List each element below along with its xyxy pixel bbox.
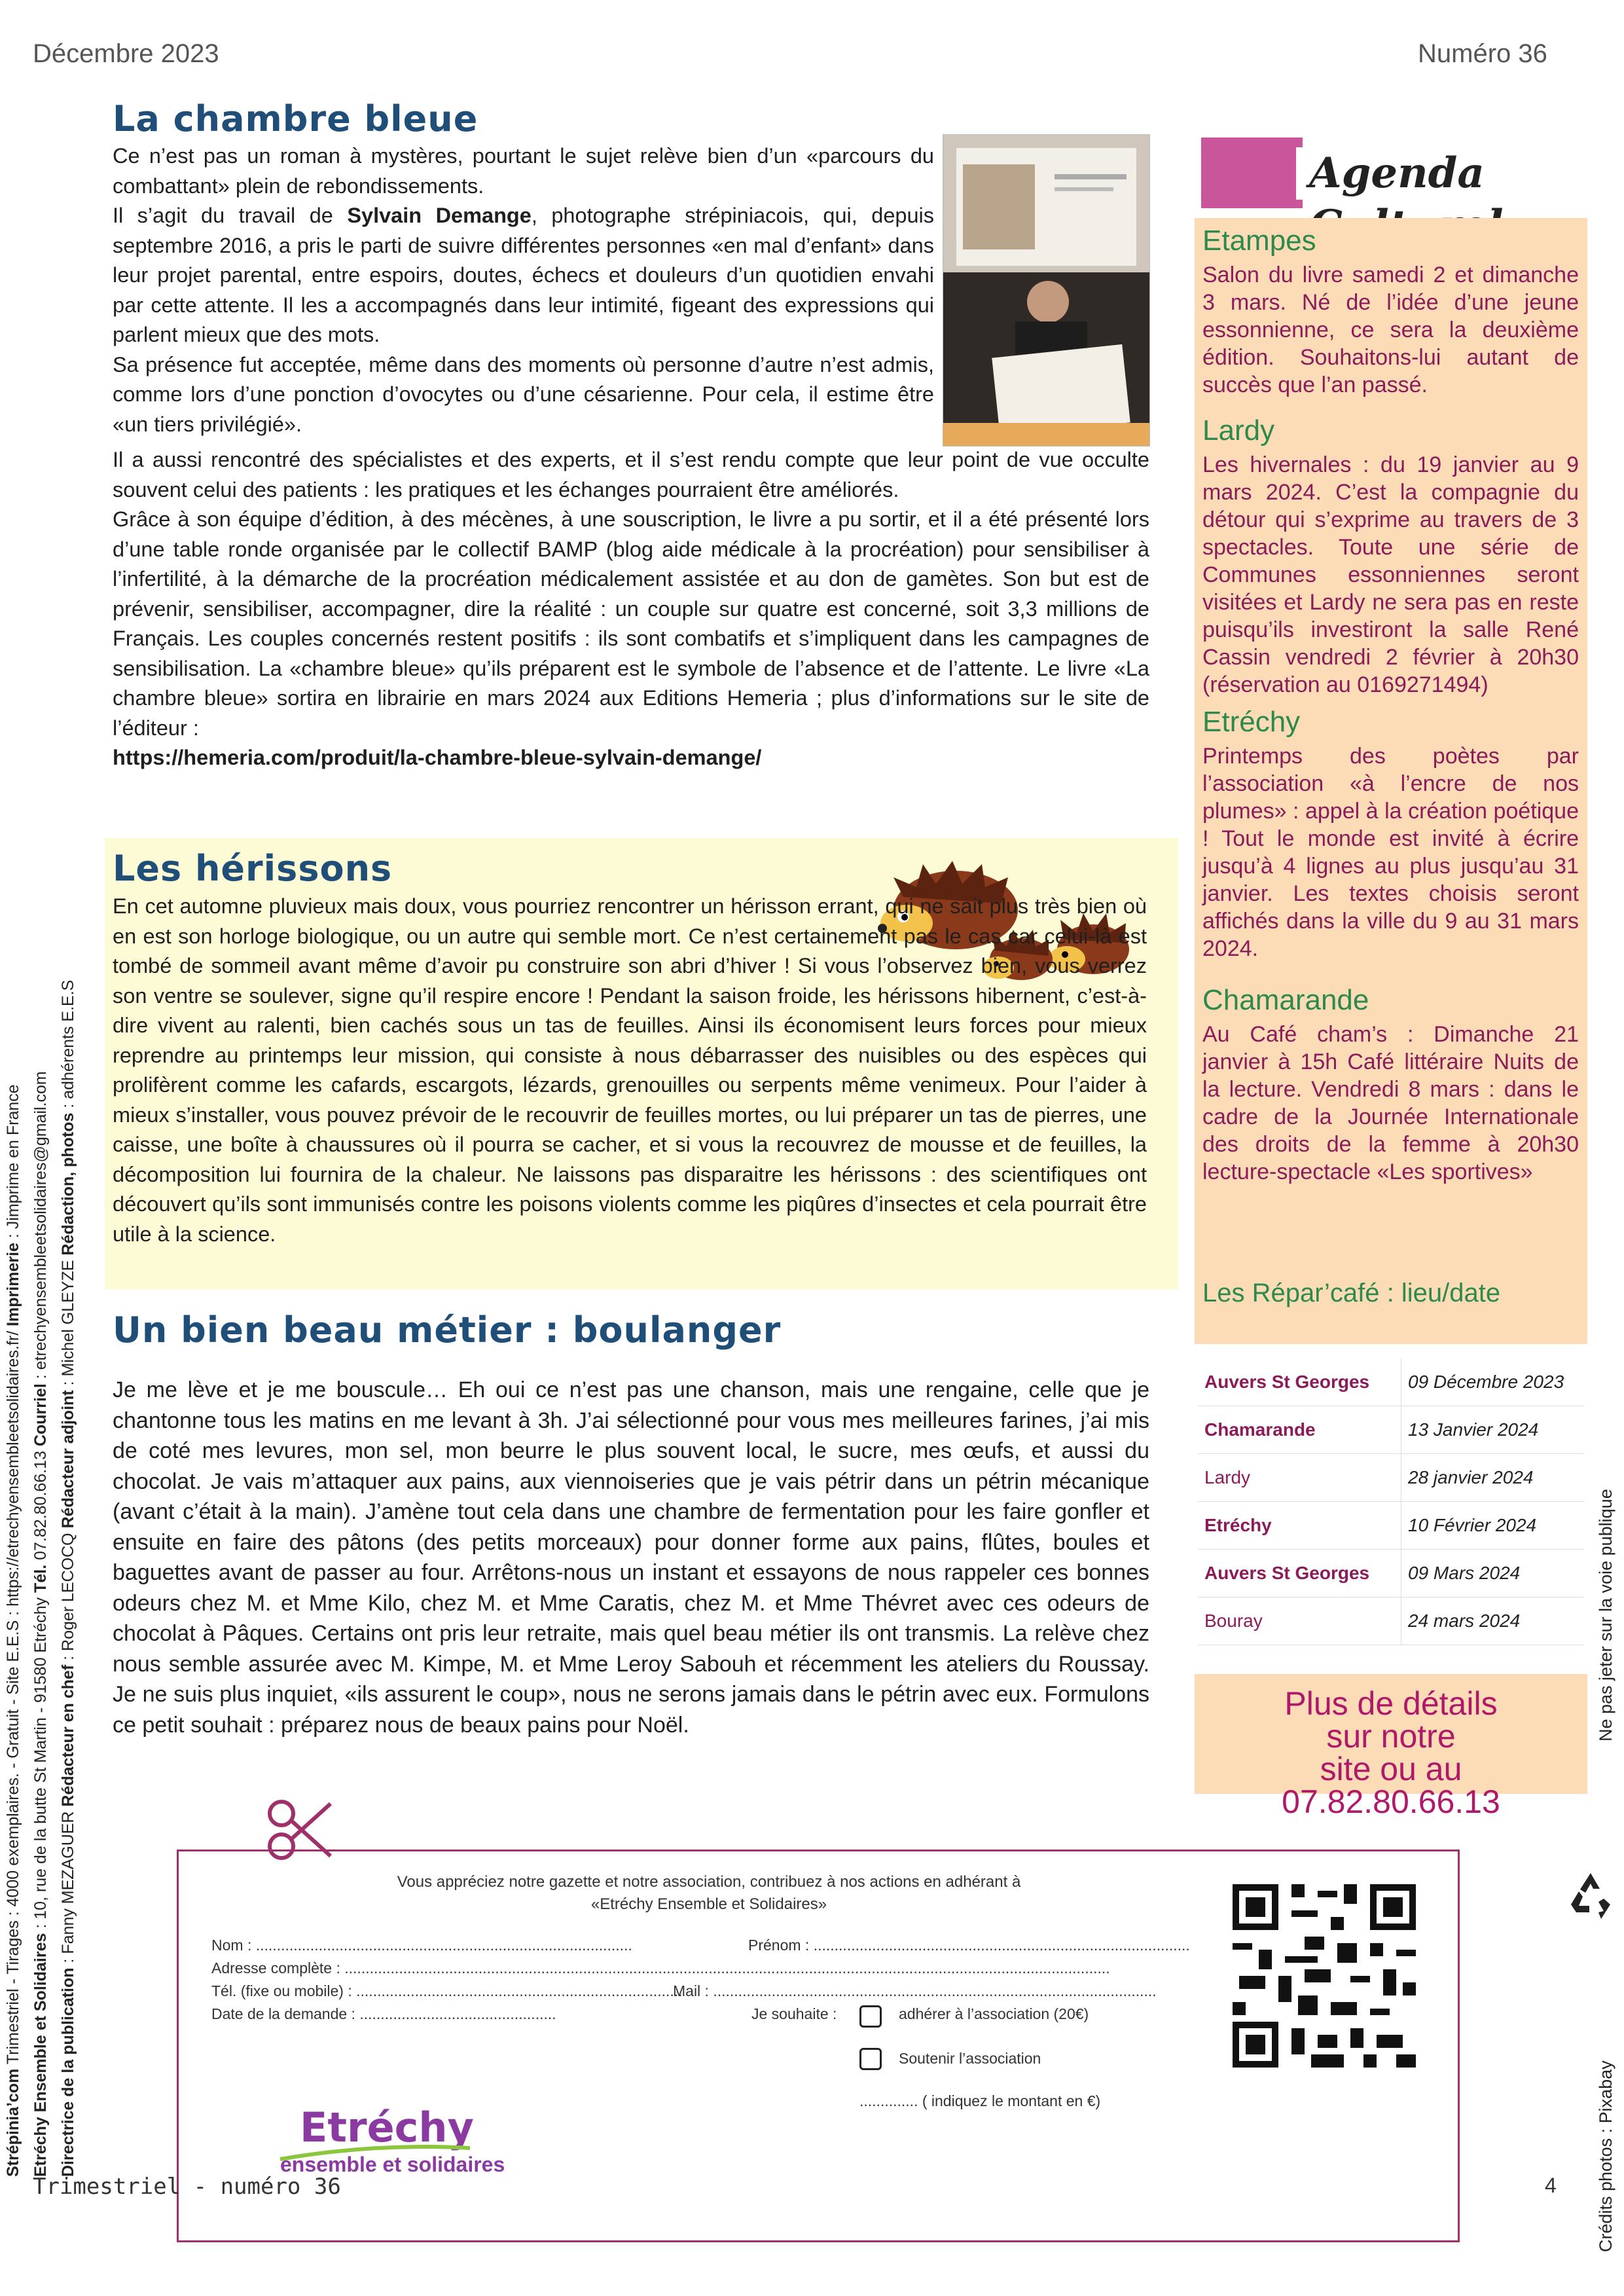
more-details-line: Plus de détails <box>1284 1685 1498 1722</box>
table-row: Auvers St Georges 09 Mars 2024 <box>1198 1550 1584 1597</box>
ees-logo-title: Etréchy <box>300 2104 474 2151</box>
table-row: Bouray 24 mars 2024 <box>1198 1597 1584 1645</box>
agenda-text-lardy: Les hivernales : du 19 janvier au 9 mars 2024. C’est la compagnie du détour qui s’exprime au travers de 3 spectacles. Toute une série de Communes essonniennes seront visitées et Lardy ne sera pas en reste puisqu’ils investiront la salle René Cassin vendredi 2 février à 20h30 (réservation au 0169271494) <box>1202 452 1579 697</box>
more-details-line: site ou au <box>1320 1751 1462 1787</box>
chambre-body-bottom <box>113 445 1149 773</box>
coupon-intro: Vous appréciez notre gazette et notre association, contribuez à nos actions en adhérant à «Etréchy Ensemble et Solidaires» <box>397 1873 1021 1913</box>
qr-code[interactable] <box>1226 1878 1422 2074</box>
hemeria-link[interactable]: https://hemeria.com/produit/la-chambre-bleue-sylvain-demange/ <box>113 746 762 769</box>
agenda-text-etrechy: Printemps des poètes par l’association «à l’encre de nos plumes» : appel à la création poétique ! Tout le monde est invité à écrire jusqu’à 4 lignes au plus jusqu’au 31 janvier. Les textes choisis seront affichés dans la ville du 9 au 31 mars 2024. <box>1202 744 1579 961</box>
header-date: Décembre 2023 <box>33 39 219 68</box>
chambre-p1: Ce n’est pas un roman à mystères, pourtant le sujet relève bien d’un «parcours du combattant» plein de rebondissements. <box>113 144 934 198</box>
table-row: Auvers St Georges 09 Décembre 2023 <box>1198 1358 1584 1406</box>
chambre-p2: Il s’agit du travail de Sylvain Demange, photographe strépiniacois, qui, depuis septembre 2016, a pris le parti de suivre différentes personnes «en mal d’enfant» dans leur projet parental, entre espoirs, doutes, échecs et douleurs d’un quotidien envahi par cette attente. Il les a accompagnés dans leur intimité, figeant des expressions qui parlent mieux que des mots. <box>113 204 935 346</box>
field-adresse[interactable]: Adresse complète : ....................................................................................................................................................................................... <box>211 1959 1110 1977</box>
ees-logo-subtitle: ensemble et solidaires <box>280 2153 505 2176</box>
header-issue: Numéro 36 <box>1418 39 1547 68</box>
boulanger-title: Un bien beau métier : boulanger <box>113 1309 782 1351</box>
agenda-text-etampes: Salon du livre samedi 2 et dimanche 3 mars. Né de l’idée d’une jeune essonnienne, ce sera la deuxième édition. Souhaitons-lui autant de succès que l’an passé. <box>1202 263 1579 397</box>
checkbox-soutenir[interactable] <box>859 2048 882 2070</box>
chambre-body-top <box>113 141 934 439</box>
agenda-place-etrechy: Etréchy <box>1202 706 1301 738</box>
agenda-text-chamarande: Au Café cham’s : Dimanche 21 janvier à 15h Café littéraire Nuits de la lecture. Vendredi 8 mars : dans le cadre de la Journée Internationale des droits de la femme à 20h30 lecture-spectacle «Les sportives» <box>1202 1022 1579 1184</box>
field-date[interactable]: Date de la demande : ............................................... <box>211 2005 556 2022</box>
table-row: Lardy 28 janvier 2024 <box>1198 1454 1584 1502</box>
boulanger-text: Je me lève et je me bouscule… Eh oui ce n’est pas une chanson, mais une rengaine, celle que je chantonne tous les matins en me levant à 3h. J’ai sélectionné pour vous mes meilleures farines, j’ai mis de coté mes levures, mon sel, mon beurre le plus souvent local, le sucre, mes œufs, et aussi du chocolat. Je vais m’attaquer aux pains, aux viennoiseries que je vais pétrir dans un pétrin mécanique (avant c’était à la main). J’amène tout cela dans une chambre de fermentation pour les faire gonfler et ensuite en faire des pâtons (des petits morceaux) pour donner forme aux pains, flûtes, boules et baguettes avant de passer au four. Arrêtons-nous un instant et essayons de nous rappeler ces bonnes odeurs chez M. et Mme Kilo, chez M. et Mme Caratis, chez M. et Mme Thévret avec ces odeurs de chocolat à Pâques. Certains ont pris leur retraite, mais quel beau métier ils ont transmis. La relève chez nous semble assurée avec M. Kimpe, M. et Mme Leroy Sabouh et récemment les ateliers du Roussay. Je ne suis plus inquiet, «ils assurent le coup», nous ne serons jamais dans le pétrin avec eux. Formulons ce petit souhait : préparez nous de beaux pains pour Noël. <box>113 1377 1149 1738</box>
chambre-p4: Il a aussi rencontré des spécialistes et des experts, et il s’est rendu compte que leur point de vue occulte souvent celui des patients : les pratiques et les échanges pourraient être améliorés. <box>113 448 1149 501</box>
page-number: 4 <box>1545 2174 1557 2197</box>
agenda-header <box>1195 128 1587 213</box>
more-details-phone: 07.82.80.66.13 <box>1282 1783 1500 1820</box>
agenda-place-etampes: Etampes <box>1202 225 1316 257</box>
do-not-litter-notice: Ne pas jeter sur la voie publique <box>1596 1489 1615 1741</box>
photographer-photo <box>943 134 1150 446</box>
boulanger-body <box>113 1375 1149 1740</box>
credits-line-3: Directrice de la publication : Fanny MEZAGUER Rédacteur en chef : Roger LECOCQ Rédacteur adjoint : Michel GLEYZE Rédaction, photos : adhérents E.E.S <box>59 979 77 2177</box>
herissons-text: En cet automne pluvieux mais doux, vous pourriez rencontrer un hérisson errant, qui ne sait plus très bien où en est son horloge biologique, ou un autre qui semble mort. Ce n’est certainement pas le cas car celui-là est tombé de sommeil avant même d’avoir pu construire son abri d’hiver ! Si vous l’observez bien, vous verrez son ventre se soulever, signe qu’il respire encore ! Pendant la saison froide, les hérissons hibernent, c’est-à-dire vivent au ralenti, bien cachés sous un tas de feuilles. Ainsi ils économisent leurs forces pour mieux reprendre au printemps leur mission, qui consiste à nous débarrasser des nuisibles ou des espèces qui prolifèrent comme les cafards, escargots, lézards, grenouilles ou serpents même venimeux. Pour l’aider à mieux s’installer, vous pouvez prévoir de le recouvrir de feuilles mortes, ou lui préparer un tas de pierres, une caisse, une boîte à chaussures où il pourra se cacher, et si vous la recouvrez de mousse et de feuilles, la décomposition lui fournira de la chaleur. Ne laissons pas disparaitre les hérissons : des scientifiques ont découvert qu’ils sont immunisés contre les poisons violents comme les piqûres d’insectes et cela pourrait être utile à la science. <box>113 894 1147 1246</box>
field-prenom[interactable]: Prénom : .......................................................................................... <box>748 1937 1190 1954</box>
photo-credits: Crédits photos : Pixabay <box>1596 2060 1615 2252</box>
souhaite-label: Je souhaite : <box>751 2005 837 2022</box>
table-row: Chamarande 13 Janvier 2024 <box>1198 1406 1584 1454</box>
agenda-pink-block <box>1201 137 1303 208</box>
credits-line-2: Etréchy Ensemble et Solidaires : 10, rue de la butte St Martin - 91580 Etréchy Tél. 07.82.80.66.13 Courriel : etrechyensembleetsolidaires@gmail.com <box>31 1071 50 2177</box>
field-montant[interactable]: .............. ( indiquez le montant en €) <box>859 2092 1101 2109</box>
credits-line-1: Strépinia’com Trimestriel - Tirages : 4000 exemplaires. - Gratuit - Site E.E.S : https://etrechyensembleetsolidaires.fr/ Imprimerie : Jimprime en France <box>4 1084 22 2177</box>
chambre-p5: Grâce à son équipe d’édition, à des mécènes, à une souscription, le livre a pu sortir, et il a été présenté lors d’une table ronde organisée par le collectif BAMP (blog aide médicale à la procréation) pour sensibiliser à l’infertilité, à la démarche de la procréation médicalement assistée et au don de gamètes. Son but est de prévenir, sensibiliser, accompagner, dire la réalité : un couple sur quatre est concerné, soit 3,3 millions de Français. Les couples concernés restent positifs : ils sont combatifs et s’impliquent dans les campagnes de sensibilisation. La «chambre bleue» qu’ils préparent est le symbole de l’absence et de l’attente. Le livre «La chambre bleue» sortira en librairie en mars 2024 aux Editions Hemeria ; plus d’informations sur le site de l’éditeur : <box>113 507 1149 740</box>
field-mail[interactable]: Mail : .......................................................................................................... <box>673 1982 1157 1999</box>
field-tel[interactable]: Tél. (fixe ou mobile) : .............................................................................. <box>211 1982 683 1999</box>
option-soutenir-label: Soutenir l’association <box>899 2050 1041 2067</box>
repair-cafe-table <box>1198 1358 1584 1645</box>
agenda-body <box>1195 218 1587 1344</box>
chambre-title: La chambre bleue <box>113 98 478 139</box>
option-adherer-label: adhérer à l’association (20€) <box>899 2005 1089 2022</box>
agenda-title: Agenda <box>1296 147 1591 200</box>
membership-coupon <box>177 1850 1460 2242</box>
herissons-title: Les hérissons <box>113 848 393 889</box>
chambre-p3: Sa présence fut acceptée, même dans des moments où personne d’autre n’est admis, comme lors d’une ponction d’ovocytes ou d’une césarienne. Pour cela, il estime être «un tiers privilégié». <box>113 352 934 436</box>
more-details-box <box>1195 1674 1587 1820</box>
field-nom[interactable]: Nom : .......................................................................................... <box>211 1937 632 1954</box>
recycle-icon <box>1564 1869 1617 1922</box>
repair-cafe-label: Les Répar’café : lieu/date <box>1202 1279 1501 1307</box>
agenda-place-chamarande: Chamarande <box>1202 984 1369 1016</box>
footer-issue: Trimestriel - numéro 36 <box>33 2174 341 2200</box>
agenda-place-lardy: Lardy <box>1202 414 1275 446</box>
agenda-panel <box>1195 128 1587 1820</box>
more-details-line: sur notre <box>1326 1718 1456 1755</box>
herissons-body <box>113 892 1147 1249</box>
table-row: Etréchy 10 Février 2024 <box>1198 1502 1584 1550</box>
checkbox-adherer[interactable] <box>859 2005 882 2028</box>
